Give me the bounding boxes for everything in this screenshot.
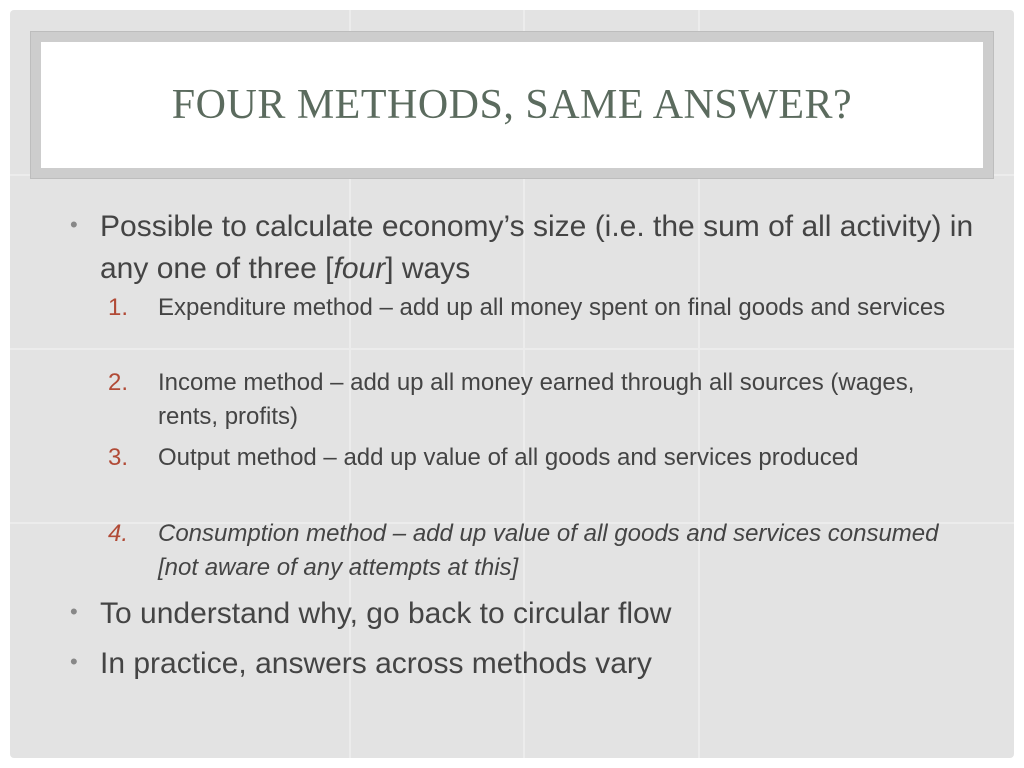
bullet-glyph: • bbox=[70, 599, 78, 624]
method-text: Expenditure method – add up all money spent on final goods and services bbox=[158, 294, 946, 321]
method-number: 3. bbox=[108, 444, 129, 471]
bullet-text-part: ] ways bbox=[385, 252, 471, 285]
slide-title: FOUR METHODS, SAME ANSWER? bbox=[171, 82, 853, 128]
slide-body bbox=[10, 10, 1014, 758]
bullet-glyph: • bbox=[70, 212, 78, 237]
method-number: 2. bbox=[108, 369, 129, 396]
bullet-text-part: Possible to calculate economy’s size (i.e. the sum of all activity) in any one of three [ bbox=[100, 210, 974, 285]
slide bbox=[10, 10, 1014, 758]
bullet-text-italic: four bbox=[333, 252, 386, 285]
bullet-glyph: • bbox=[70, 649, 78, 674]
bullet-text: In practice, answers across methods vary bbox=[100, 647, 652, 680]
method-text: Income method – add up all money earned through all sources (wages, rents, profits) bbox=[158, 369, 915, 430]
bullet-text: To understand why, go back to circular flow bbox=[100, 597, 672, 630]
method-text: Consumption method – add up value of all goods and services consumed [not aware of any attempts at this] bbox=[158, 520, 939, 581]
method-number: 4. bbox=[108, 520, 129, 547]
bullet-text bbox=[100, 206, 980, 290]
method-text: Output method – add up value of all goods and services produced bbox=[158, 444, 859, 471]
method-number: 1. bbox=[108, 294, 129, 321]
